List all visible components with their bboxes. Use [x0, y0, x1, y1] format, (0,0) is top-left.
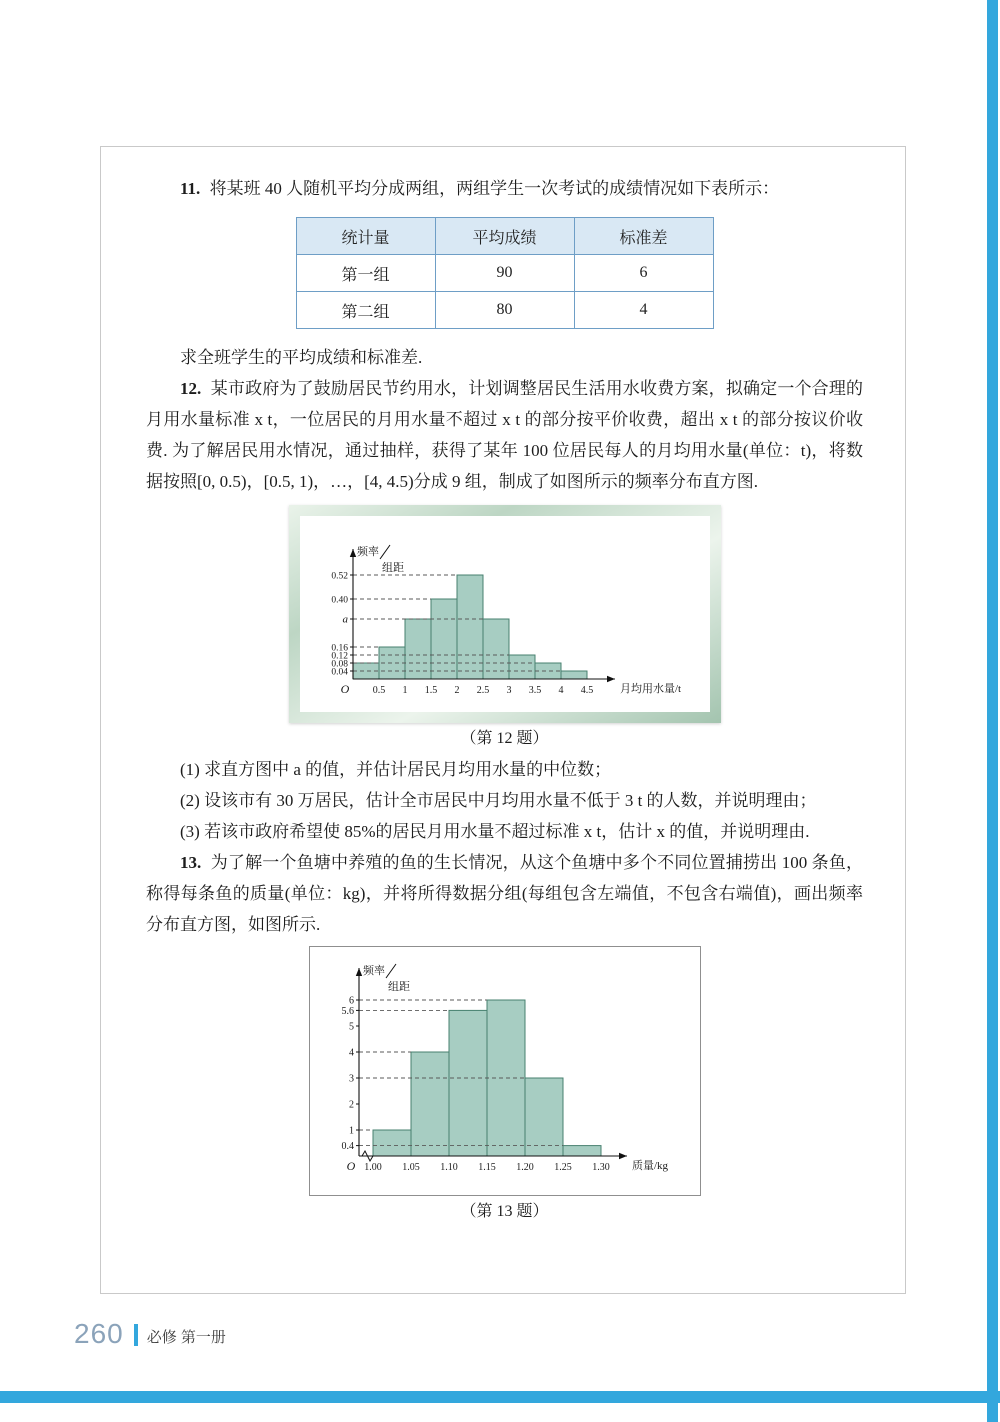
problem-11-stem — [146, 173, 863, 204]
problem-11-text: 将某班 40 人随机平均分成两组，两组学生一次考试的成绩情况如下表所示： — [209, 179, 780, 198]
svg-text:4: 4 — [558, 685, 563, 696]
svg-text:1.15: 1.15 — [477, 1162, 496, 1173]
svg-text:1.10: 1.10 — [439, 1162, 458, 1173]
group2-sd: 4 — [574, 292, 713, 329]
svg-text:5: 5 — [348, 1021, 354, 1033]
svg-text:2.5: 2.5 — [476, 685, 489, 696]
svg-text:0.16: 0.16 — [330, 643, 348, 654]
chart-12-figure — [289, 505, 721, 723]
table-row-group2 — [296, 292, 713, 329]
svg-text:1.05: 1.05 — [401, 1162, 420, 1173]
page-number: 260 — [74, 1318, 124, 1349]
svg-text:1.5: 1.5 — [424, 685, 437, 696]
table-row-group1 — [296, 255, 713, 292]
group1-sd: 6 — [574, 255, 713, 292]
svg-text:0.52: 0.52 — [330, 571, 348, 582]
table-header-row — [296, 218, 713, 255]
svg-text:组距: 组距 — [381, 562, 404, 574]
content-border — [100, 146, 906, 1294]
chart-13-figure — [309, 946, 701, 1196]
book-title: 必修 第一册 — [146, 1328, 226, 1346]
svg-text:4: 4 — [348, 1047, 354, 1059]
svg-text:2: 2 — [348, 1099, 354, 1111]
svg-text:1: 1 — [348, 1125, 354, 1137]
group2-label: 第二组 — [296, 292, 435, 329]
problem-13-number: 13. — [180, 853, 202, 872]
group1-mean: 90 — [435, 255, 574, 292]
problem-12-stem — [146, 373, 863, 497]
svg-text:0.08: 0.08 — [330, 659, 348, 670]
problem-12-sub3: (3) 若该市政府希望使 85%的居民月用水量不超过标准 x t，估计 x 的值，并说明理由. — [180, 822, 810, 841]
svg-text:1: 1 — [402, 685, 407, 696]
histogram-fish-mass — [315, 954, 695, 1188]
svg-text:O: O — [340, 682, 349, 696]
chart-12-canvas — [300, 516, 710, 712]
header-std-dev: 标准差 — [574, 218, 713, 255]
group1-label: 第一组 — [296, 255, 435, 292]
svg-text:3.5: 3.5 — [528, 685, 541, 696]
svg-text:5.6: 5.6 — [341, 1005, 354, 1017]
svg-text:O: O — [346, 1159, 355, 1173]
page-footer — [74, 1318, 226, 1350]
problem-13-text: 为了解一个鱼塘中养殖的鱼的生长情况，从这个鱼塘中多个不同位置捕捞出 100 条鱼，称得每条鱼的质量(单位：kg)，并将所得数据分组(每组包含左端值，不包含右端值)，画出频率分布直方图，如图所示. — [146, 853, 863, 934]
svg-text:1.20: 1.20 — [515, 1162, 534, 1173]
chart-13-caption: （第 13 题） — [460, 1203, 549, 1220]
problem-12-sub1: (1) 求直方图中 a 的值，并估计居民月均用水量的中位数； — [180, 760, 612, 779]
problem-12-text: 某市政府为了鼓励居民节约用水，计划调整居民生活用水收费方案，拟确定一个合理的月用水量标准 x t，一位居民的月用水量不超过 x t 的部分按平价收费，超出 x t 的部分按议价收费. 为了解居民用水情况，通过抽样，获得了某年 100 位居民每人的月均用水量(单位：t)，将数据按照[0, 0.5)，[0.5, 1)，…，[4, 4.5)分成 9 组，制成了如图所示的频率分布直方图. — [146, 379, 863, 491]
svg-text:0.4: 0.4 — [341, 1141, 354, 1153]
problem-13-stem — [146, 847, 863, 940]
svg-text:0.5: 0.5 — [372, 685, 385, 696]
svg-text:1.25: 1.25 — [553, 1162, 572, 1173]
problem-12-sub2: (2) 设该市有 30 万居民，估计全市居民中月均用水量不低于 3 t 的人数，并说明理由； — [180, 791, 817, 810]
svg-text:2: 2 — [454, 685, 459, 696]
svg-text:1.30: 1.30 — [591, 1162, 610, 1173]
svg-text:6: 6 — [348, 995, 354, 1007]
svg-text:a: a — [342, 613, 348, 626]
footer-divider — [134, 1324, 138, 1346]
histogram-monthly-water-usage — [303, 521, 707, 707]
svg-text:质量/kg: 质量/kg — [631, 1160, 668, 1172]
page-edge-bottom — [0, 1391, 1000, 1403]
chart-12-caption: （第 12 题） — [460, 730, 549, 747]
svg-text:0.12: 0.12 — [330, 651, 348, 662]
header-statistic: 统计量 — [296, 218, 435, 255]
group2-mean: 80 — [435, 292, 574, 329]
svg-text:组距: 组距 — [387, 981, 410, 993]
problem-11-number: 11. — [180, 179, 201, 198]
svg-text:3: 3 — [506, 685, 511, 696]
score-stats-table — [296, 217, 714, 329]
svg-text:0.04: 0.04 — [330, 667, 348, 678]
problem-11-question: 求全班学生的平均成绩和标准差. — [180, 348, 423, 367]
svg-text:4.5: 4.5 — [580, 685, 593, 696]
svg-text:频率: 频率 — [362, 965, 385, 977]
svg-text:1.00: 1.00 — [363, 1162, 382, 1173]
page-edge-right — [987, 0, 998, 1422]
svg-text:3: 3 — [348, 1073, 354, 1085]
svg-text:0.40: 0.40 — [330, 595, 348, 606]
header-mean-score: 平均成绩 — [435, 218, 574, 255]
problem-12-number: 12. — [180, 379, 202, 398]
svg-text:频率: 频率 — [356, 546, 379, 558]
svg-text:月均用水量/t: 月均用水量/t — [619, 683, 681, 695]
